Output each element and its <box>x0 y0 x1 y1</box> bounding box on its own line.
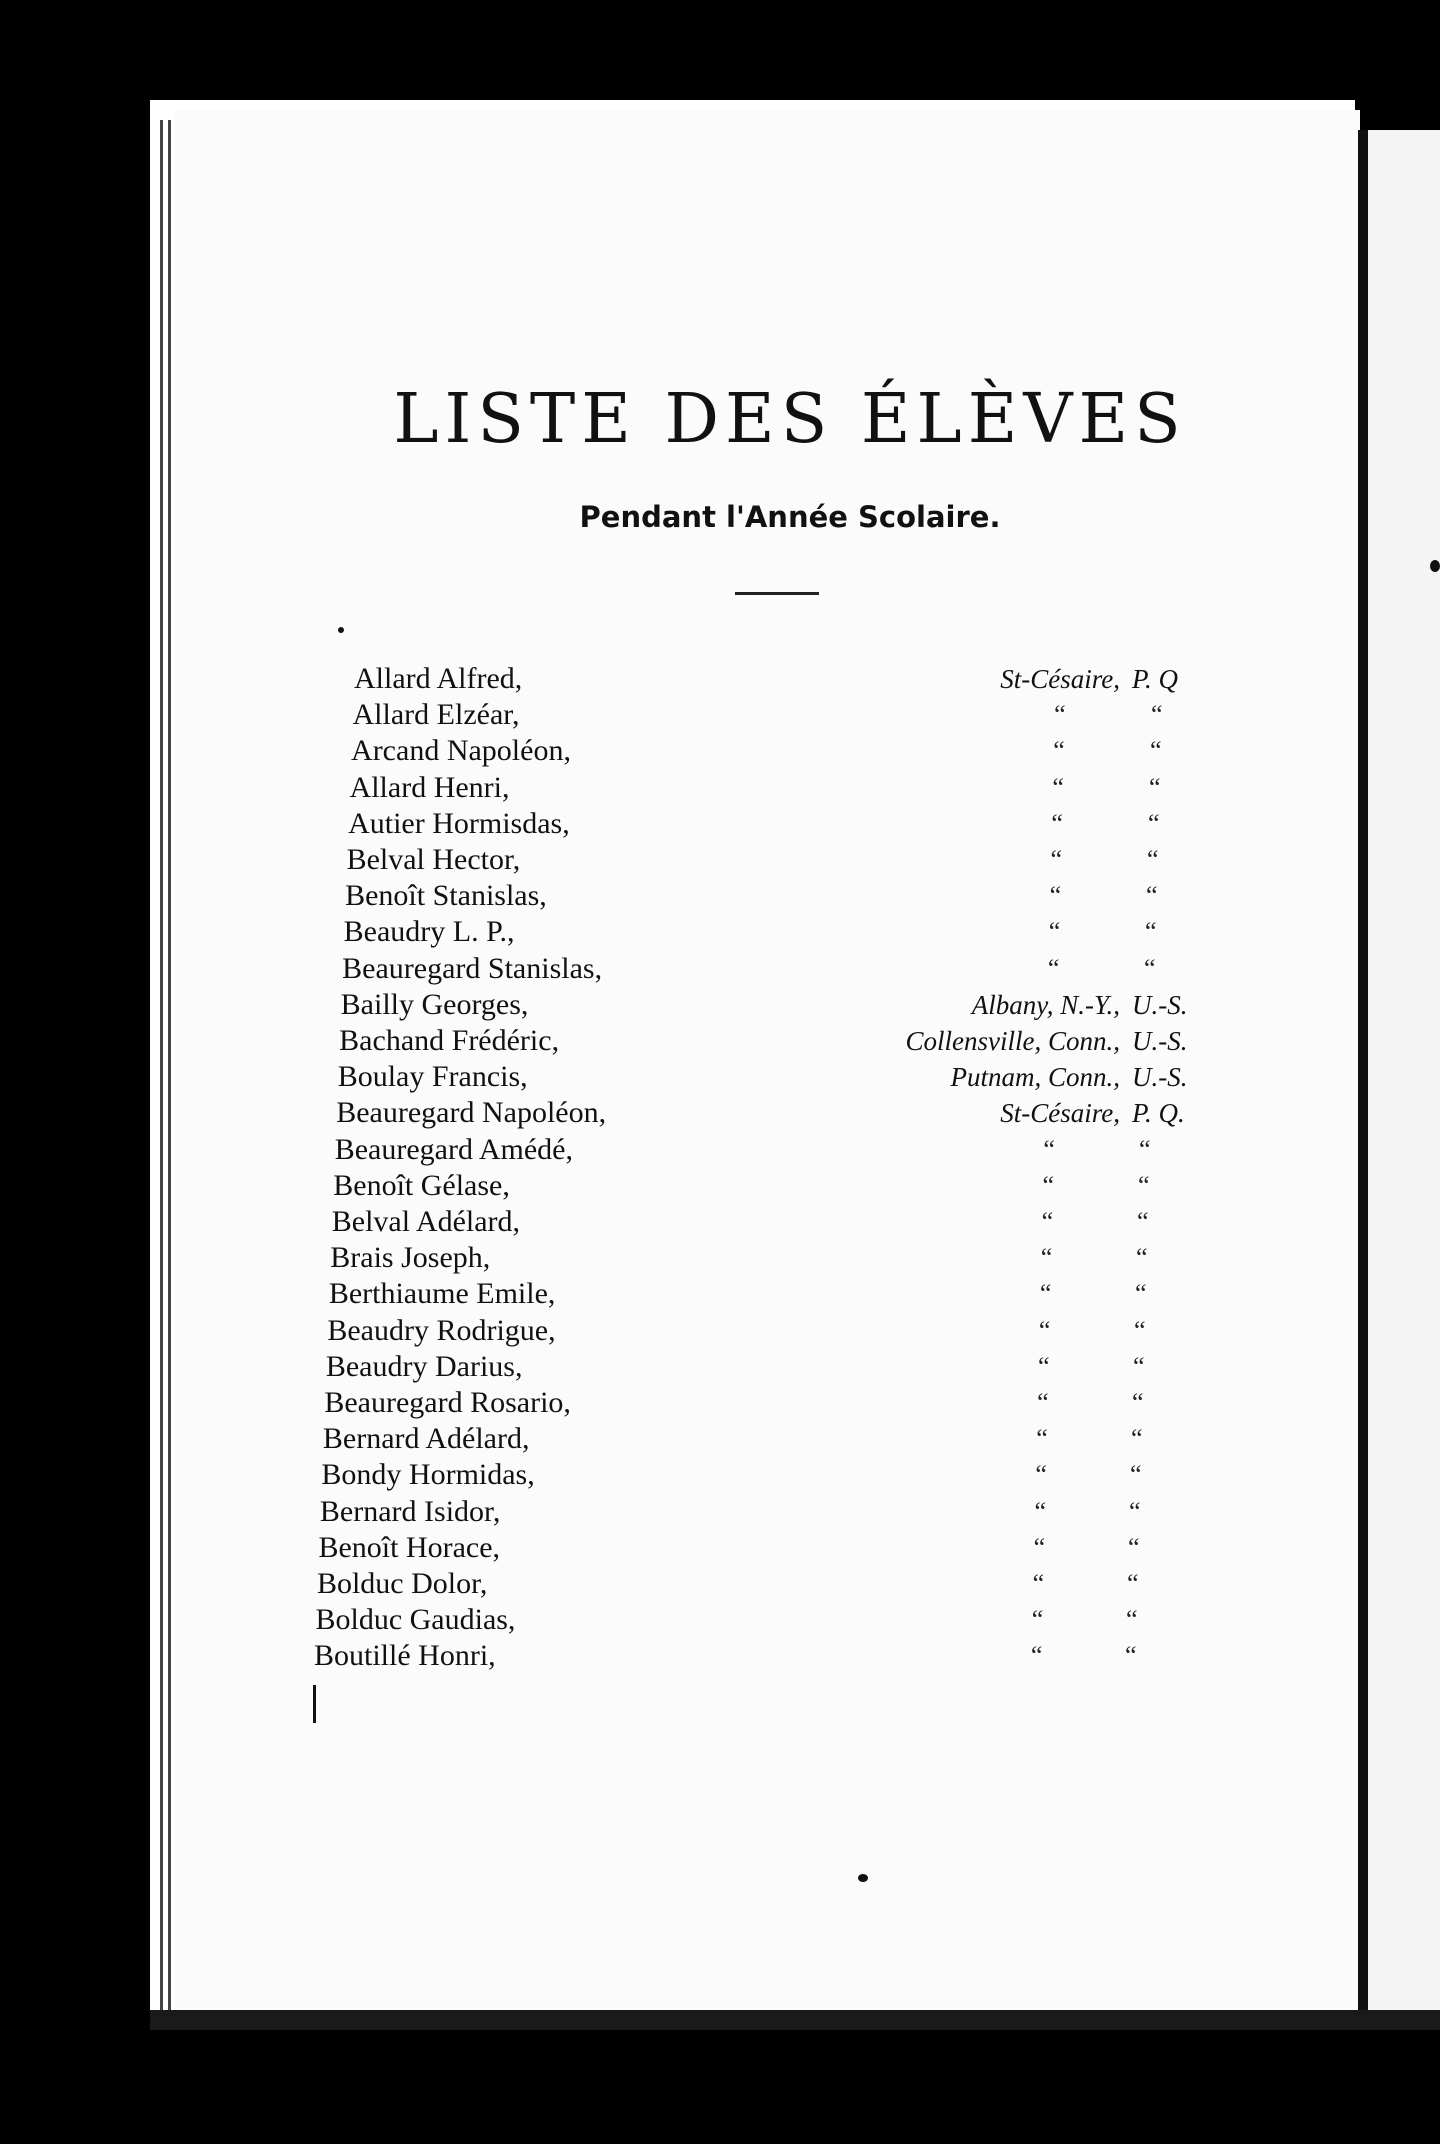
ditto-mark: “ <box>1037 1388 1049 1417</box>
ink-speck <box>1430 560 1440 572</box>
student-name: Benoît Gélase, <box>333 1168 510 1202</box>
student-name: Belval Adélard, <box>331 1205 521 1238</box>
ditto-mark: “ <box>1036 1424 1048 1454</box>
ditto-mark: “ <box>1131 1388 1144 1417</box>
ditto-mark: “ <box>1039 1279 1052 1309</box>
ditto-mark: “ <box>1130 1424 1143 1454</box>
student-row <box>332 1205 1232 1241</box>
student-name: Benoît Horace, <box>318 1530 501 1564</box>
student-name: Bailly Georges, <box>340 987 529 1021</box>
student-row <box>326 1350 1226 1386</box>
student-name: Beauregard Napoléon, <box>336 1096 607 1130</box>
student-name: Arcand Napoléon, <box>351 734 571 768</box>
student-row <box>354 662 1254 698</box>
ditto-mark: “ <box>1134 1279 1147 1309</box>
ditto-mark: “ <box>1051 808 1063 838</box>
student-row <box>327 1314 1227 1350</box>
ditto-mark: “ <box>1041 1207 1054 1236</box>
ditto-mark: “ <box>1135 1243 1148 1273</box>
page-subtitle: Pendant l'Année Scolaire. <box>579 500 1001 534</box>
student-row <box>339 1024 1239 1060</box>
student-name: Bernard Adélard, <box>322 1422 530 1456</box>
ditto-mark: “ <box>1050 845 1063 874</box>
student-name: Allard Elzéar, <box>352 698 520 732</box>
student-name: Bolduc Gaudias, <box>315 1603 516 1637</box>
ditto-mark: “ <box>1129 1460 1142 1490</box>
ditto-mark: “ <box>1133 1315 1146 1345</box>
student-row <box>348 807 1248 843</box>
ditto-mark: “ <box>1132 1351 1145 1381</box>
student-name: Brais Joseph, <box>330 1241 491 1275</box>
ditto-mark: “ <box>1150 700 1163 730</box>
student-name: Beaudry L. P., <box>343 915 515 949</box>
ditto-mark: “ <box>1034 1496 1046 1526</box>
student-name: Bondy Hormidas, <box>321 1458 535 1492</box>
student-row <box>353 698 1253 734</box>
ditto-mark: “ <box>1042 1170 1055 1200</box>
student-name: Bachand Frédéric, <box>339 1024 560 1057</box>
ditto-mark: “ <box>1049 881 1062 911</box>
student-row <box>324 1386 1224 1422</box>
student-row <box>333 1169 1233 1205</box>
page-title: LISTE DES ÉLÈVES <box>393 380 1187 459</box>
student-row <box>315 1603 1215 1639</box>
ditto-mark: “ <box>1053 736 1065 766</box>
student-name: Benoît Stanislas, <box>345 879 547 913</box>
ditto-mark: “ <box>1052 772 1064 802</box>
ditto-mark: “ <box>1137 1170 1150 1200</box>
ditto-mark: “ <box>1138 1134 1151 1164</box>
student-row <box>335 1133 1235 1169</box>
student-row <box>330 1241 1230 1277</box>
ink-speck <box>338 627 344 633</box>
ditto-mark: “ <box>1148 772 1161 802</box>
student-place: Collensville, Conn., <box>905 1026 1120 1056</box>
ditto-mark: “ <box>1033 1532 1046 1562</box>
student-name: Belval Hector, <box>346 843 521 876</box>
student-row <box>321 1458 1221 1494</box>
ditto-mark: “ <box>1127 1532 1140 1562</box>
student-name: Bernard Isidor, <box>319 1494 501 1528</box>
student-region: U.-S. <box>1131 989 1188 1020</box>
ditto-mark: “ <box>1128 1496 1141 1526</box>
student-row <box>317 1567 1217 1603</box>
student-name: Beauregard Amédé, <box>334 1132 573 1166</box>
ditto-mark: “ <box>1144 917 1157 947</box>
ditto-mark: “ <box>1035 1460 1047 1490</box>
ditto-mark: “ <box>1043 1134 1055 1164</box>
ditto-mark: “ <box>1038 1315 1051 1345</box>
student-name: Boulay Francis, <box>337 1060 528 1094</box>
student-row <box>344 915 1244 951</box>
student-name: Beaudry Rodrigue, <box>327 1313 556 1347</box>
student-name: Autier Hormisdas, <box>348 806 570 840</box>
student-name: Bolduc Dolor, <box>316 1567 488 1600</box>
ditto-mark: “ <box>1048 917 1061 947</box>
student-place: St-Césaire, <box>1000 1098 1120 1129</box>
ditto-mark: “ <box>1147 808 1160 838</box>
ditto-mark: “ <box>1143 953 1156 983</box>
student-name: Berthiaume Emile, <box>328 1277 556 1311</box>
student-row <box>338 1060 1238 1096</box>
ditto-mark: “ <box>1032 1569 1045 1598</box>
student-row <box>314 1639 1214 1675</box>
student-region: U.-S. <box>1131 1062 1188 1093</box>
student-row <box>345 879 1245 915</box>
ditto-mark: “ <box>1038 1351 1050 1381</box>
student-row <box>336 1096 1236 1132</box>
ditto-mark: “ <box>1136 1207 1149 1236</box>
student-row <box>329 1277 1229 1313</box>
student-row <box>351 734 1251 770</box>
title-rule <box>735 592 819 595</box>
ditto-mark: “ <box>1146 845 1159 874</box>
student-place: Albany, N.-Y., <box>971 989 1120 1020</box>
ditto-mark: “ <box>1031 1605 1044 1635</box>
ditto-mark: “ <box>1145 881 1158 911</box>
student-name: Beaudry Darius, <box>325 1349 523 1383</box>
student-name: Beauregard Stanislas, <box>342 951 603 985</box>
ditto-mark: “ <box>1125 1605 1138 1635</box>
ink-speck <box>858 1874 868 1882</box>
student-name: Beauregard Rosario, <box>324 1386 571 1419</box>
student-row <box>341 988 1241 1024</box>
student-row <box>342 952 1242 988</box>
student-region: P. Q. <box>1131 1098 1185 1129</box>
student-name: Allard Henri, <box>349 770 510 804</box>
student-row <box>320 1495 1220 1531</box>
bottom-shadow <box>150 2010 1440 2030</box>
student-name: Allard Alfred, <box>354 662 523 695</box>
ditto-mark: “ <box>1126 1569 1139 1598</box>
student-place: Putnam, Conn., <box>950 1062 1120 1093</box>
student-row <box>350 771 1250 807</box>
ditto-mark: “ <box>1047 953 1060 983</box>
ditto-mark: “ <box>1054 700 1066 730</box>
student-place: St-Césaire, <box>1000 664 1120 694</box>
student-row <box>318 1531 1218 1567</box>
ditto-mark: “ <box>1030 1641 1043 1671</box>
student-row <box>323 1422 1223 1458</box>
student-region: U.-S. <box>1131 1026 1188 1056</box>
margin-mark <box>313 1685 316 1723</box>
student-name: Boutillé Honri, <box>314 1639 496 1673</box>
ditto-mark: “ <box>1125 1641 1137 1671</box>
ditto-mark: “ <box>1149 736 1162 766</box>
student-region: P. Q <box>1132 664 1179 694</box>
ditto-mark: “ <box>1040 1243 1053 1273</box>
student-row <box>347 843 1247 879</box>
